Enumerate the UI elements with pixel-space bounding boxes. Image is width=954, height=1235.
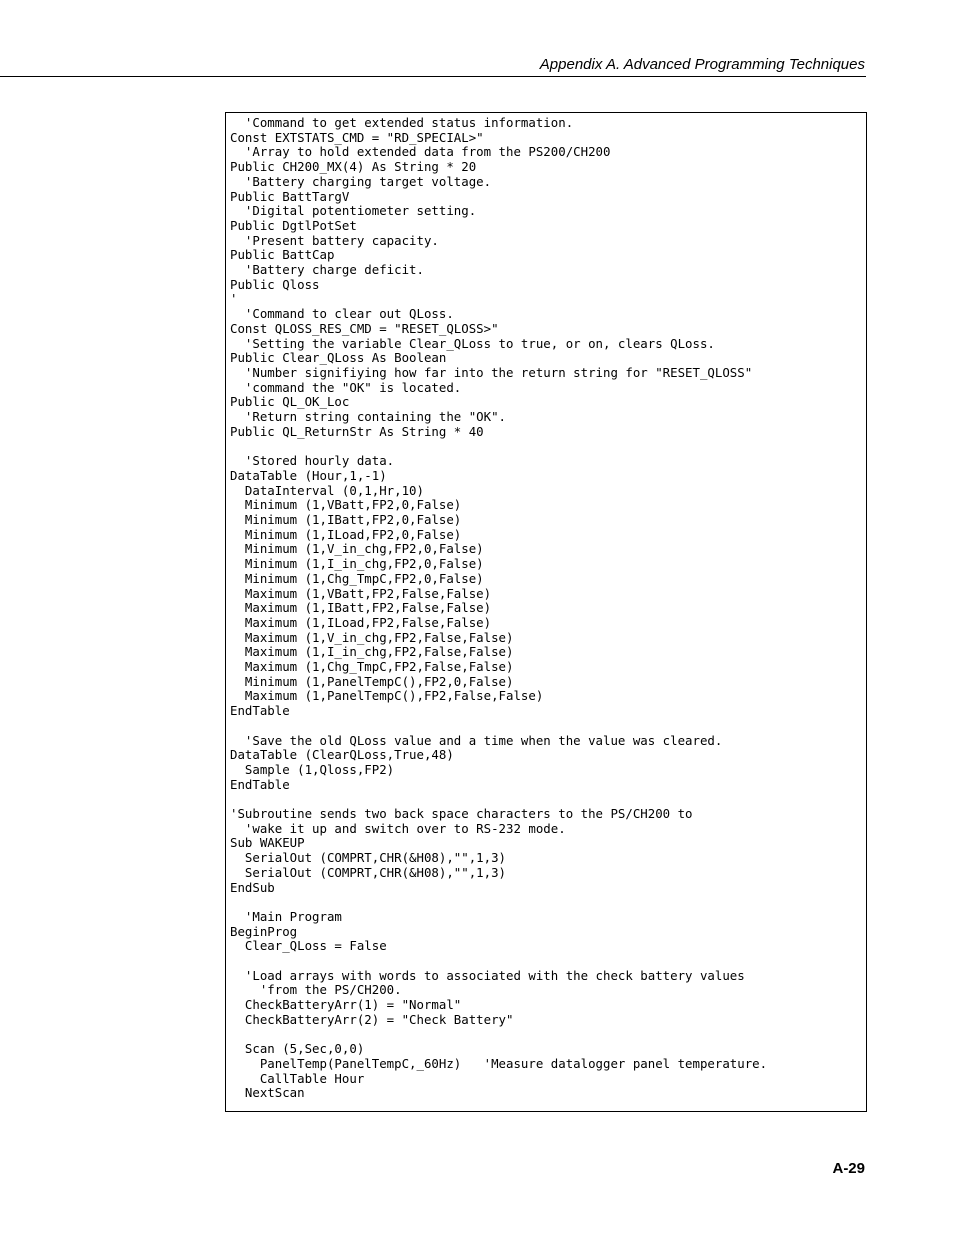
code-listing: 'Command to get extended status information. Const EXTSTATS_CMD = "RD_SPECIAL>" 'Array to hold extended data from the PS200/CH200 Public CH200_MX(4) As String * 20 'Battery charging target voltage. Public BattTargV 'Digital potentiometer setting. Public DgtlPotSet 'Present battery capacity. Public BattCap 'Battery charge deficit. Public Qloss ' 'Command to clear out QLoss. Const QLOSS_RES_CMD = "RESET_QLOSS>" 'Setting the variable Clear_QLoss to true, or on, clears QLoss. Public Clear_QLoss As Boolean 'Number signifiying how far into the return string for "RESET_QLOSS" 'command the "OK" is located. Public QL_OK_Loc 'Return string containing the "OK". Public QL_ReturnStr As String * 40 'Stored hourly data. DataTable (Hour,1,-1) DataInterval (0,1,Hr,10) Minimum (1,VBatt,FP2,0,False) Minimum (1,IBatt,FP2,0,False) Minimum (1,ILoad,FP2,0,False) Minimum (1,V_in_chg,FP2,0,False) Minimum (1,I_in_chg,FP2,0,False) Minimum (1,Chg_TmpC,FP2,0,False) Maximum (1,VBatt,FP2,False,False) Maximum (1,IBatt,FP2,False,False) Maximum (1,ILoad,FP2,False,False) Maximum (1,V_in_chg,FP2,False,False) Maximum (1,I_in_chg,FP2,False,False) Maximum (1,Chg_TmpC,FP2,False,False) Minimum (1,PanelTempC(),FP2,0,False) Maximum (1,PanelTempC(),FP2,False,False) EndTable 'Save the old QLoss value and a time when the value was cleared. DataTable (ClearQLoss,True,48) Sample (1,Qloss,FP2) EndTable 'Subroutine sends two back space characters to the PS/CH200 to 'wake it up and switch over to RS-232 mode. Sub WAKEUP SerialOut (COMPRT,CHR(&H08),"",1,3) SerialOut (COMPRT,CHR(&H08),"",1,3) EndSub 'Main Program BeginProg Clear_QLoss = False 'Load arrays with words to associated with the check battery values 'from the PS/CH200. CheckBatteryArr(1) = "Normal" CheckBatteryArr(2) = "Check Battery" Scan (5,Sec,0,0) PanelTemp(PanelTempC,_60Hz) 'Measure datalogger panel temperature. CallTable Hour NextScan <box>230 115 768 1101</box>
page-number: A-29 <box>832 1160 865 1177</box>
running-header-title: Appendix A. Advanced Programming Techniques <box>539 56 865 73</box>
code-listing-box <box>225 112 867 1112</box>
header-rule <box>0 76 866 77</box>
